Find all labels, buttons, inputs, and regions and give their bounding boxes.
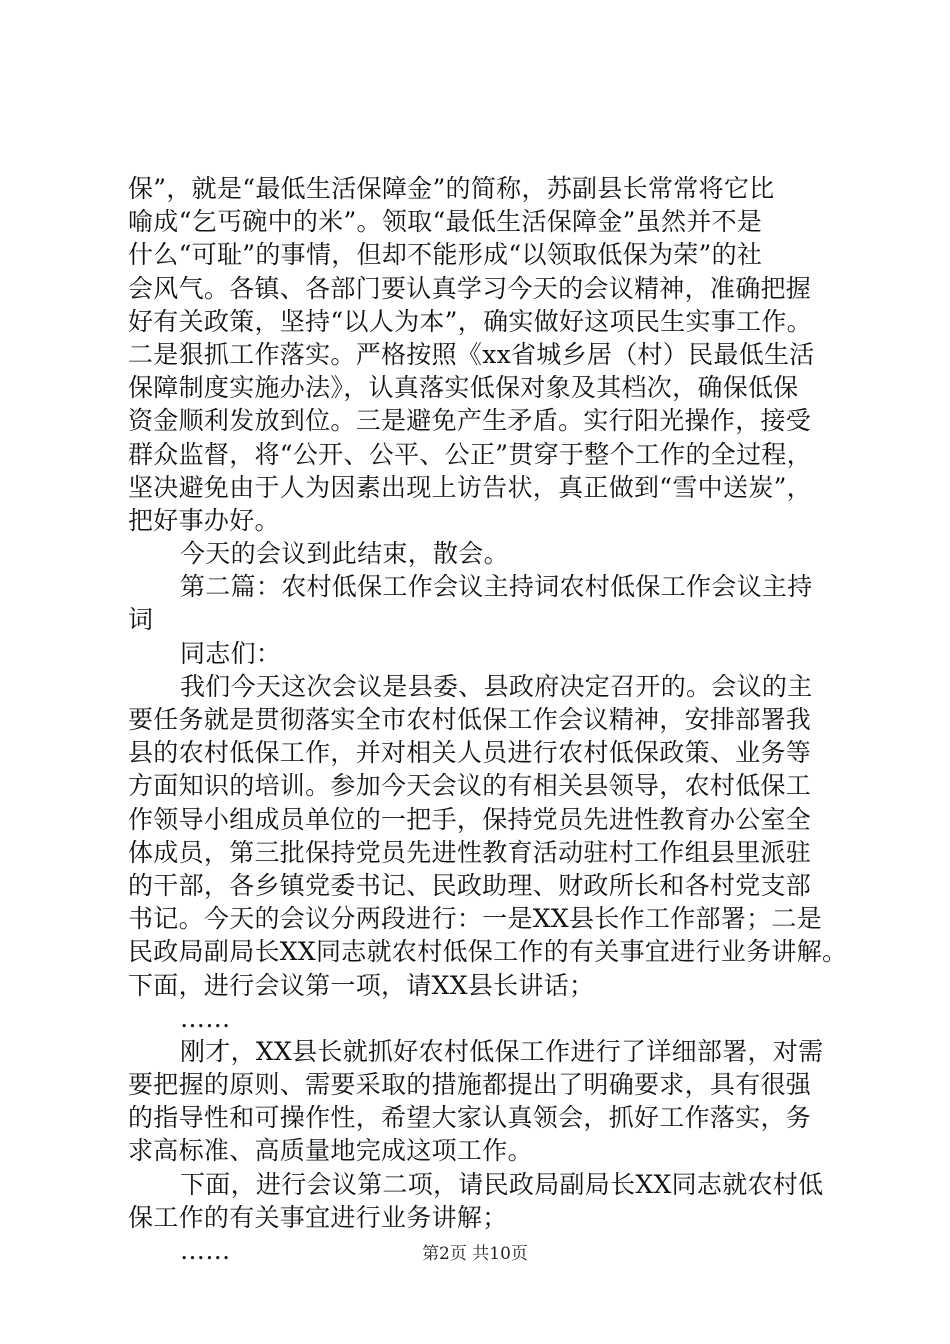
text-line: 群众监督，将“公开、公平、公正”贯穿于整个工作的全过程， bbox=[128, 439, 812, 469]
page-footer: 第2页 共10页 bbox=[422, 1244, 528, 1264]
text-line: 我们今天这次会议是县委、县政府决定召开的。会议的主 bbox=[180, 671, 813, 701]
text-line: 二是狠抓工作落实。严格按照《xx省城乡居（村）民最低生活 bbox=[128, 339, 815, 369]
text-line: 坚决避免由于人为因素出现上访告状，真正做到“雪中送炭”， bbox=[128, 472, 812, 502]
text-line: 的干部，各乡镇党委书记、民政助理、财政所长和各村党支部 bbox=[128, 870, 812, 900]
text-line: 书记。今天的会议分两段进行：一是XX县长作工作部署；二是 bbox=[128, 904, 822, 934]
text-line: 县的农村低保工作，并对相关人员进行农村低保政策、业务等 bbox=[128, 738, 812, 768]
text-line: 什么“可耻”的事情，但却不能形成“以领取低保为荣”的社 bbox=[128, 240, 763, 270]
text-line: 下面，进行会议第二项，请民政局副局长XX同志就农村低 bbox=[180, 1169, 824, 1199]
text-line: 的指导性和可操作性，希望大家认真领会，抓好工作落实，务 bbox=[128, 1103, 812, 1133]
text-line: 好有关政策，坚持“以人为本”，确实做好这项民生实事工作。 bbox=[128, 306, 812, 336]
salutation: 同志们： bbox=[180, 638, 282, 668]
text-line: 把好事办好。 bbox=[128, 505, 280, 535]
text-line: 保”，就是“最低生活保障金”的简称，苏副县长常常将它比 bbox=[128, 174, 775, 203]
text-line: 体成员，第三批保持党员先进性教育活动驻村工作组县里派驻 bbox=[128, 837, 812, 867]
text-line: 民政局副局长XX同志就农村低保工作的有关事宜进行业务讲解。 bbox=[128, 937, 848, 967]
text-line: 喻成“乞丐碗中的米”。领取“最低生活保障金”虽然并不是 bbox=[128, 207, 763, 237]
text-line: 作领导小组成员单位的一把手，保持党员先进性教育办公室全 bbox=[128, 804, 812, 834]
text-line: 资金顺利发放到位。三是避免产生矛盾。实行阳光操作，接受 bbox=[128, 406, 812, 436]
text-line: 下面，进行会议第一项，请XX县长讲话； bbox=[128, 970, 595, 1000]
text-line: 保工作的有关事宜进行业务讲解； bbox=[128, 1202, 508, 1232]
document-body bbox=[128, 172, 848, 1267]
paragraph-closing: 今天的会议到此结束，散会。 bbox=[180, 539, 509, 569]
text-line: 求高标准、高质量地完成这项工作。 bbox=[128, 1136, 533, 1166]
ellipsis-line: …… bbox=[180, 1003, 231, 1033]
section-heading: 第二篇：农村低保工作会议主持词农村低保工作会议主持 bbox=[180, 572, 813, 602]
text-line: 要把握的原则、需要采取的措施都提出了明确要求，具有很强 bbox=[128, 1070, 812, 1100]
text-line: 刚才，XX县长就抓好农村低保工作进行了详细部署，对需 bbox=[180, 1036, 824, 1066]
ellipsis-line: …… bbox=[180, 1236, 231, 1265]
text-line: 保障制度实施办法》，认真落实低保对象及其档次，确保低保 bbox=[128, 373, 799, 403]
text-line: 会风气。各镇、各部门要认真学习今天的会议精神，准确把握 bbox=[128, 273, 812, 303]
section-heading-continued: 词 bbox=[128, 605, 154, 635]
text-line: 要任务就是贯彻落实全市农村低保工作会议精神，安排部署我 bbox=[128, 705, 812, 734]
text-line: 方面知识的培训。参加今天会议的有相关县领导，农村低保工 bbox=[128, 771, 812, 801]
